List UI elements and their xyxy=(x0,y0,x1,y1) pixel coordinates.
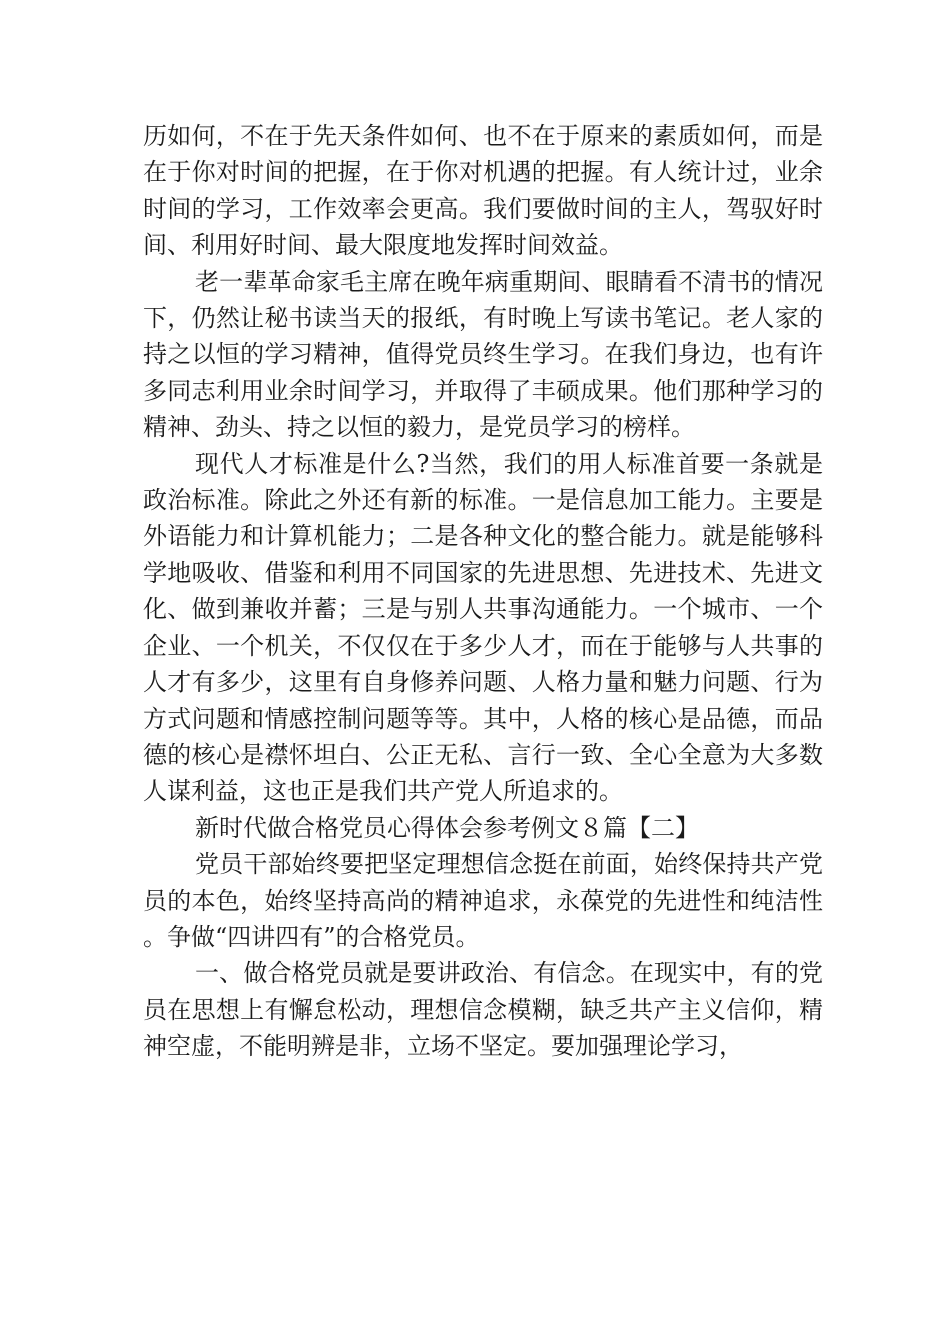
paragraph-politics-belief: 一、做合格党员就是要讲政治、有信念。在现实中，有的党员在思想上有懈怠松动，理想信念模糊，缺乏共产主义信仰，精神空虚，不能明辨是非，立场不坚定。要加强理论学习， xyxy=(143,959,823,1061)
paragraph-continuation: 历如何，不在于先天条件如何、也不在于原来的素质如何，而是在于你对时间的把握，在于你对机遇的把握。有人统计过，业余时间的学习，工作效率会更高。我们要做时间的主人，驾驭好时间、利用好时间、最大限度地发挥时间效益。 xyxy=(143,122,823,260)
paragraph-ideals: 党员干部始终要把坚定理想信念挺在前面，始终保持共产党员的本色，始终坚持高尚的精神追求，永葆党的先进性和纯洁性。争做“四讲四有”的合格党员。 xyxy=(143,850,823,951)
paragraph-mao-study: 老一辈革命家毛主席在晚年病重期间、眼睛看不清书的情况下，仍然让秘书读当天的报纸，有时晚上写读书笔记。老人家的持之以恒的学习精神，值得党员终生学习。在我们身边，也有许多同志利用业余时间学习，并取得了丰硕成果。他们那种学习的精神、劲头、持之以恒的毅力，是党员学习的榜样。 xyxy=(143,267,823,442)
paragraph-talent-standard: 现代人才标准是什么?当然，我们的用人标准首要一条就是政治标准。除此之外还有新的标准。一是信息加工能力。主要是外语能力和计算机能力；二是各种文化的整合能力。就是能够科学地吸收、借鉴和利用不同国家的先进思想、先进技术、先进文化、做到兼收并蓄；三是与别人共事沟通能力。一个城市、一个企业、一个机关，不仅仅在于多少人才，而在于能够与人共事的人才有多少，这里有自身修养问题、人格力量和魅力问题、行为方式问题和情感控制问题等等。其中，人格的核心是品德，而品德的核心是襟怀坦白、公正无私、言行一致、全心全意为大多数人谋利益，这也正是我们共产党人所追求的。 xyxy=(143,449,823,806)
document-body xyxy=(143,118,823,1065)
section-heading: 新时代做合格党员心得体会参考例文８篇【二】 xyxy=(195,813,699,842)
